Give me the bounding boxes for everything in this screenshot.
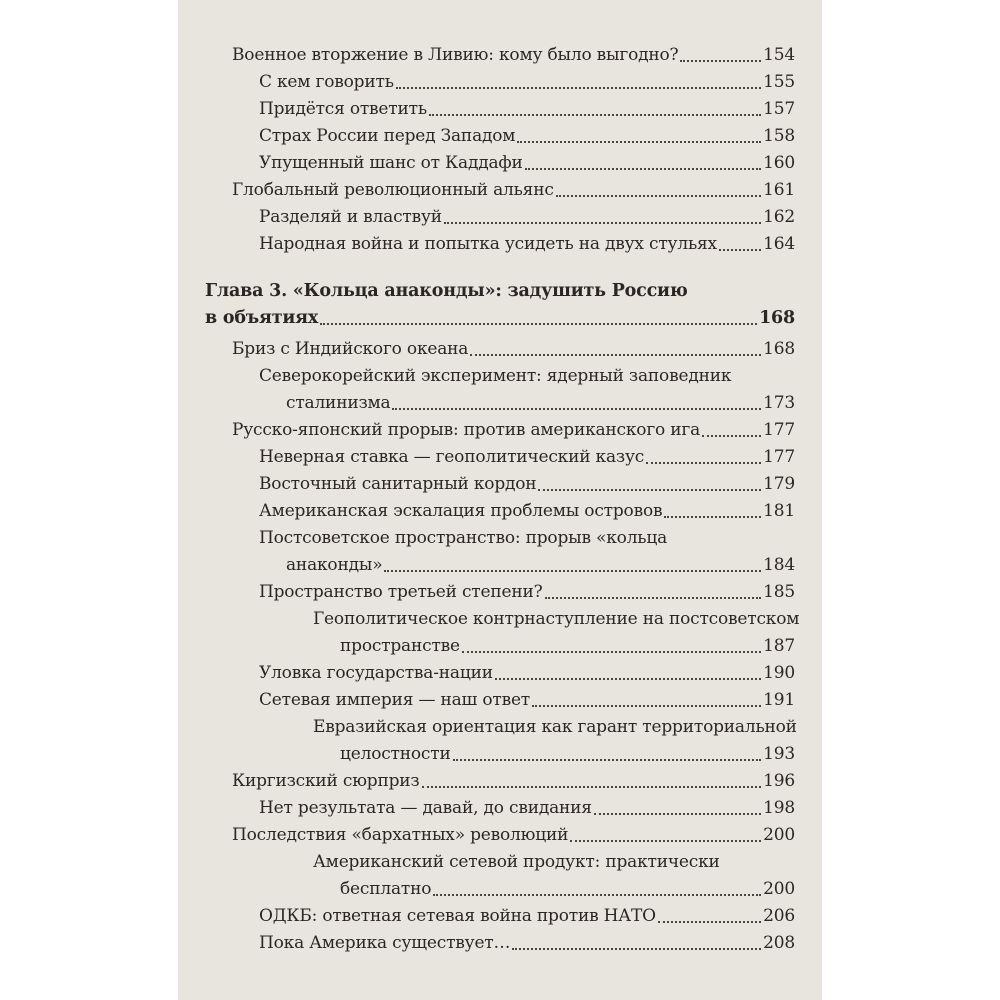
toc-page-number: 191	[763, 690, 795, 710]
toc-dot-leader	[517, 141, 761, 143]
toc-page-number: 196	[763, 771, 795, 791]
toc-entry	[205, 903, 795, 930]
toc-dot-leader	[470, 354, 761, 356]
toc-entry-title: Неверная ставка — геополитический казус	[259, 447, 645, 467]
toc-entry-title: Пока Америка существует…	[259, 933, 511, 953]
toc-page-number: 208	[763, 933, 795, 953]
toc-entry-title: целостности	[340, 744, 451, 764]
toc-page-number: 177	[763, 447, 795, 467]
table-of-contents	[205, 42, 800, 957]
toc-dot-leader	[453, 759, 762, 761]
toc-entry	[205, 606, 800, 660]
toc-entry	[205, 336, 795, 363]
toc-dot-leader	[538, 489, 761, 491]
chapter-title-end: в объятиях	[205, 308, 319, 328]
chapter-page-number: 168	[759, 308, 795, 328]
toc-entry-line-2	[232, 390, 795, 417]
toc-dot-leader	[658, 921, 761, 923]
toc-entry	[205, 204, 795, 231]
toc-dot-leader	[646, 462, 761, 464]
toc-page-number: 200	[763, 825, 795, 845]
toc-page-number: 206	[763, 906, 795, 926]
toc-entry-title: Военное вторжение в Ливию: кому было выгодно?	[232, 45, 679, 65]
toc-entry	[205, 42, 795, 69]
toc-entry	[205, 96, 795, 123]
toc-dot-leader	[462, 651, 761, 653]
toc-entry-title: Страх России перед Западом	[259, 126, 516, 146]
toc-entry	[205, 498, 795, 525]
toc-page-number: 179	[763, 474, 795, 494]
toc-entry-title: анаконды»	[286, 555, 383, 575]
toc-entry	[205, 123, 795, 150]
toc-entry-title: Народная война и попытка усидеть на двух стульях	[259, 234, 717, 254]
toc-page-number: 161	[763, 180, 795, 200]
toc-dot-leader	[570, 840, 761, 842]
toc-page-number: 193	[763, 744, 795, 764]
toc-entry-line-2	[232, 552, 795, 579]
toc-dot-leader	[525, 168, 761, 170]
chapter-title-line-2	[205, 305, 795, 332]
toc-entry-title: Американская эскалация проблемы островов	[259, 501, 663, 521]
chapter-heading	[205, 278, 795, 332]
toc-entry	[205, 795, 795, 822]
toc-dot-leader	[702, 435, 761, 437]
toc-entry-title: Русско-японский прорыв: против американского ига	[232, 420, 701, 440]
toc-entry-line-2	[259, 741, 795, 768]
toc-dot-leader	[429, 114, 761, 116]
toc-entry-title: Пространство третьей степени?	[259, 582, 543, 602]
toc-entry	[205, 525, 795, 579]
toc-dot-leader	[384, 570, 761, 572]
toc-entry-title-line-1: Постсоветское пространство: прорыв «кольца	[259, 528, 668, 548]
toc-entry-title: ОДКБ: ответная сетевая война против НАТО	[259, 906, 656, 926]
toc-entry-title: Уловка государства-нации	[259, 663, 493, 683]
toc-dot-leader	[556, 195, 761, 197]
toc-dot-leader	[422, 786, 762, 788]
toc-entry	[205, 660, 795, 687]
toc-page-number: 198	[763, 798, 795, 818]
toc-entry	[205, 150, 795, 177]
toc-entry-title-line-1: Геополитическое контрнаступление на постсоветском	[313, 609, 800, 629]
toc-entry-title: Последствия «бархатных» революций	[232, 825, 569, 845]
toc-entry-title: Упущенный шанс от Каддафи	[259, 153, 523, 173]
toc-entry-title: Сетевая империя — наш ответ	[259, 690, 531, 710]
toc-entry	[205, 714, 795, 768]
toc-dot-leader	[320, 323, 757, 325]
toc-dot-leader	[545, 597, 762, 599]
toc-entry-title: Разделяй и властвуй	[259, 207, 442, 227]
toc-page-number: 168	[763, 339, 795, 359]
toc-entry-title: Глобальный революционный альянс	[232, 180, 554, 200]
toc-page-number: 154	[763, 45, 795, 65]
toc-dot-leader	[396, 87, 761, 89]
toc-entry-title: бесплатно	[340, 879, 432, 899]
chapter-title-line-1: Глава 3. «Кольца анаконды»: задушить Россию	[205, 281, 688, 301]
toc-entry	[205, 768, 795, 795]
toc-dot-leader	[495, 678, 761, 680]
toc-entry	[205, 417, 795, 444]
toc-dot-leader	[664, 516, 761, 518]
toc-dot-leader	[444, 222, 761, 224]
toc-entry-title: Киргизский сюрприз	[232, 771, 420, 791]
toc-page-number: 157	[763, 99, 795, 119]
toc-entry	[205, 444, 795, 471]
toc-dot-leader	[392, 408, 761, 410]
toc-dot-leader	[433, 894, 761, 896]
toc-entry-title: С кем говорить	[259, 72, 394, 92]
toc-entry-line-2	[259, 876, 795, 903]
toc-page-number: 162	[763, 207, 795, 227]
toc-entry-title: Придётся ответить	[259, 99, 427, 119]
toc-dot-leader	[680, 60, 761, 62]
toc-page-number: 184	[763, 555, 795, 575]
toc-page-number: 173	[763, 393, 795, 413]
toc-entry	[205, 930, 795, 957]
toc-page-number: 200	[763, 879, 795, 899]
toc-dot-leader	[719, 249, 761, 251]
toc-page-number: 190	[763, 663, 795, 683]
toc-entry-title: сталинизма	[286, 393, 391, 413]
toc-entry-title: Восточный санитарный кордон	[259, 474, 537, 494]
toc-entry	[205, 177, 795, 204]
toc-entry-title: Бриз с Индийского океана	[232, 339, 469, 359]
toc-dot-leader	[512, 948, 761, 950]
toc-entry-title: пространстве	[340, 636, 460, 656]
toc-page-number: 158	[763, 126, 795, 146]
toc-page-number: 155	[763, 72, 795, 92]
toc-page-number: 164	[763, 234, 795, 254]
toc-page-number: 181	[763, 501, 795, 521]
toc-entry	[205, 363, 795, 417]
toc-entry	[205, 849, 795, 903]
toc-entry-title: Нет результата — давай, до свидания	[259, 798, 592, 818]
toc-entry	[205, 471, 795, 498]
toc-entry	[205, 69, 795, 96]
toc-dot-leader	[532, 705, 761, 707]
toc-entry-title-line-1: Северокорейский эксперимент: ядерный заповедник	[259, 366, 732, 386]
toc-entry	[205, 231, 795, 258]
toc-entry-title-line-1: Американский сетевой продукт: практически	[313, 852, 720, 872]
toc-entry-line-2	[259, 633, 795, 660]
toc-entry	[205, 687, 795, 714]
toc-page-number: 185	[763, 582, 795, 602]
book-page	[178, 0, 822, 1000]
toc-page-number: 177	[763, 420, 795, 440]
toc-page-number: 160	[763, 153, 795, 173]
toc-dot-leader	[594, 813, 761, 815]
toc-page-number: 187	[763, 636, 795, 656]
toc-entry-title-line-1: Евразийская ориентация как гарант территориальной	[313, 717, 797, 737]
toc-entry	[205, 822, 795, 849]
toc-entry	[205, 579, 795, 606]
